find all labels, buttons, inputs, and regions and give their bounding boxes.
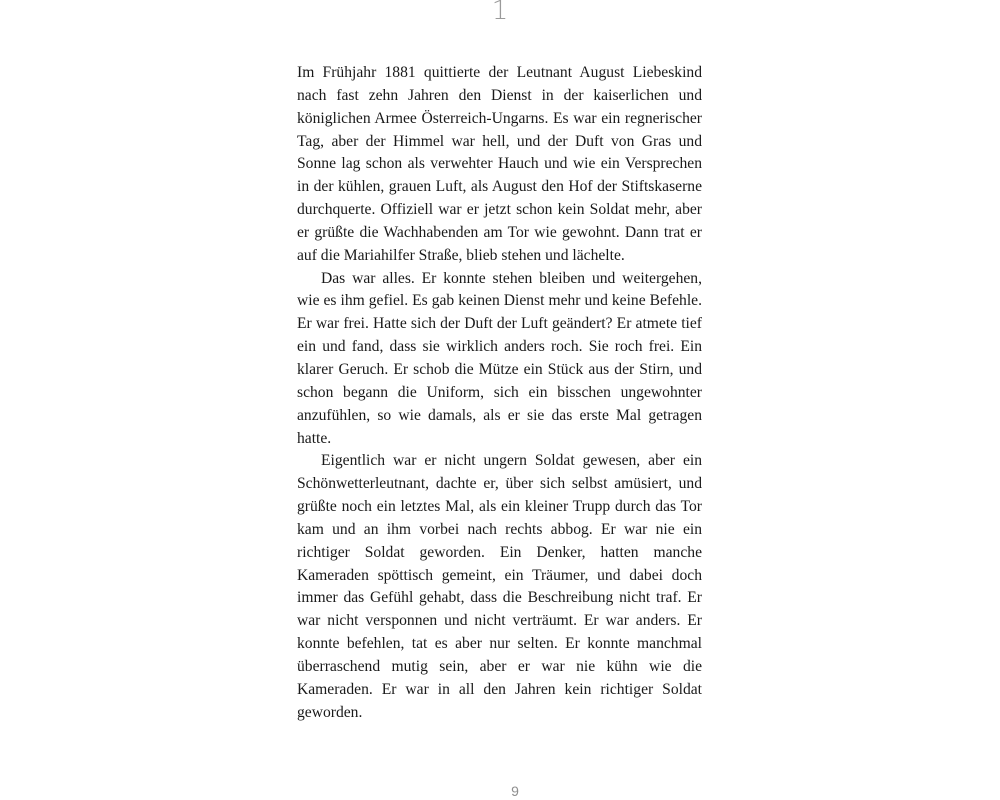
paragraph: Das war alles. Er konnte stehen bleiben und weitergehen, wie es ihm gefiel. Es gab keinen Dienst mehr und keine Befehle. Er war frei. Hatte sich der Duft der Luft geändert? Er atmete tief ein und fand, dass sie wirklich anders roch. Sie roch frei. Ein klarer Geruch. Er schob die Mütze ein Stück aus der Stirn, und schon begann die Uniform, sich ein bisschen ungewohnter anzufühlen, so wie damals, als er sie das erste Mal getragen hatte. — [297, 269, 702, 447]
page-number: 9 — [511, 783, 519, 799]
paragraph: Eigentlich war er nicht ungern Soldat gewesen, aber ein Schönwetterleutnant, dachte er, über sich selbst amüsiert, und grüßte noch ein letztes Mal, als ein kleiner Trupp durch das Tor kam und an ihm vorbei nach rechts abbog. Er war nie ein richtiger Soldat geworden. Ein Denker, hatten manche Kameraden spöttisch gemeint, ein Träumer, und dabei doch immer das Gefühl gehabt, dass die Beschreibung nicht traf. Er war nicht versponnen und nicht verträumt. Er war anders. Er konnte befehlen, tat es aber nur selten. Er konnte manchmal überraschend mutig sein, aber er war nie kühn wie die Kameraden. Er war in all den Jahren kein richtiger Soldat geworden. — [297, 452, 702, 721]
chapter-number: 1 — [491, 0, 509, 26]
paragraph: Im Frühjahr 1881 quittierte der Leutnant August Liebeskind nach fast zehn Jahren den Dienst in der kaiserlichen und königlichen Armee Österreich-Ungarns. Es war ein regnerischer Tag, aber der Himmel war hell, und der Duft von Gras und Sonne lag schon als verwehter Hauch und wie ein Versprechen in der kühlen, grauen Luft, als August den Hof der Stiftskaserne durchquerte. Offiziell war er jetzt schon kein Soldat mehr, aber er grüßte die Wachhabenden am Tor wie gewohnt. Dann trat er auf die Mariahilfer Straße, blieb stehen und lächelte. — [297, 64, 702, 264]
body-text — [297, 62, 702, 724]
